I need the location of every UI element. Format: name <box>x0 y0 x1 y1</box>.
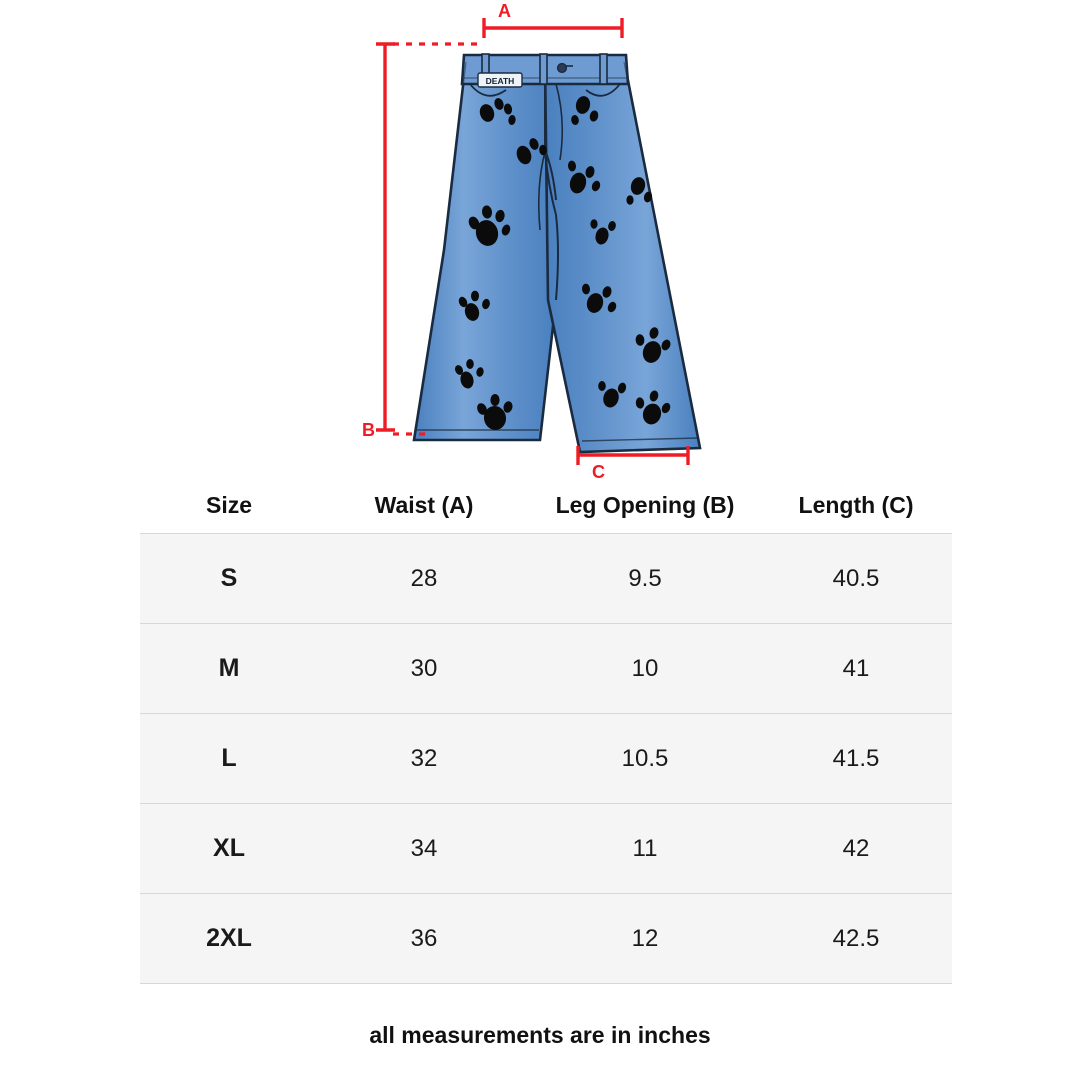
cell-waist: 36 <box>318 894 530 984</box>
cell-waist: 34 <box>318 804 530 894</box>
size-table-wrapper <box>140 482 952 984</box>
cell-size: 2XL <box>140 894 318 984</box>
label-leg-opening-C: C <box>592 462 605 480</box>
cell-waist: 30 <box>318 624 530 714</box>
column-header-waist: Waist (A) <box>318 482 530 534</box>
label-length-B: B <box>362 420 375 440</box>
size-table-head <box>140 482 952 534</box>
column-header-leg-opening: Leg Opening (B) <box>530 482 760 534</box>
measure-waist-A <box>484 1 622 38</box>
brand-patch <box>478 73 522 87</box>
cell-length: 41 <box>760 624 952 714</box>
jeans-button <box>558 64 567 73</box>
brand-patch-text: DEATH <box>485 76 515 86</box>
cell-size: XL <box>140 804 318 894</box>
table-row <box>140 804 952 894</box>
jeans-illustration <box>414 54 700 452</box>
table-row <box>140 714 952 804</box>
column-header-length: Length (C) <box>760 482 952 534</box>
cell-length: 42 <box>760 804 952 894</box>
cell-length: 41.5 <box>760 714 952 804</box>
cell-waist: 32 <box>318 714 530 804</box>
cell-leg-opening: 10.5 <box>530 714 760 804</box>
cell-length: 42.5 <box>760 894 952 984</box>
cell-leg-opening: 11 <box>530 804 760 894</box>
cell-length: 40.5 <box>760 534 952 624</box>
cell-size: L <box>140 714 318 804</box>
table-row <box>140 624 952 714</box>
jeans-measurement-diagram <box>0 0 1080 480</box>
cell-size: M <box>140 624 318 714</box>
table-row <box>140 894 952 984</box>
measurement-units-note: all measurements are in inches <box>369 1022 711 1048</box>
column-header-size: Size <box>140 482 318 534</box>
label-waist-A: A <box>498 1 511 21</box>
size-table <box>140 482 952 984</box>
cell-leg-opening: 9.5 <box>530 534 760 624</box>
cell-leg-opening: 12 <box>530 894 760 984</box>
cell-size: S <box>140 534 318 624</box>
size-table-body <box>140 534 952 984</box>
table-header-row <box>140 482 952 534</box>
jeans-right-leg <box>545 60 700 452</box>
table-row <box>140 534 952 624</box>
cell-leg-opening: 10 <box>530 624 760 714</box>
cell-waist: 28 <box>318 534 530 624</box>
